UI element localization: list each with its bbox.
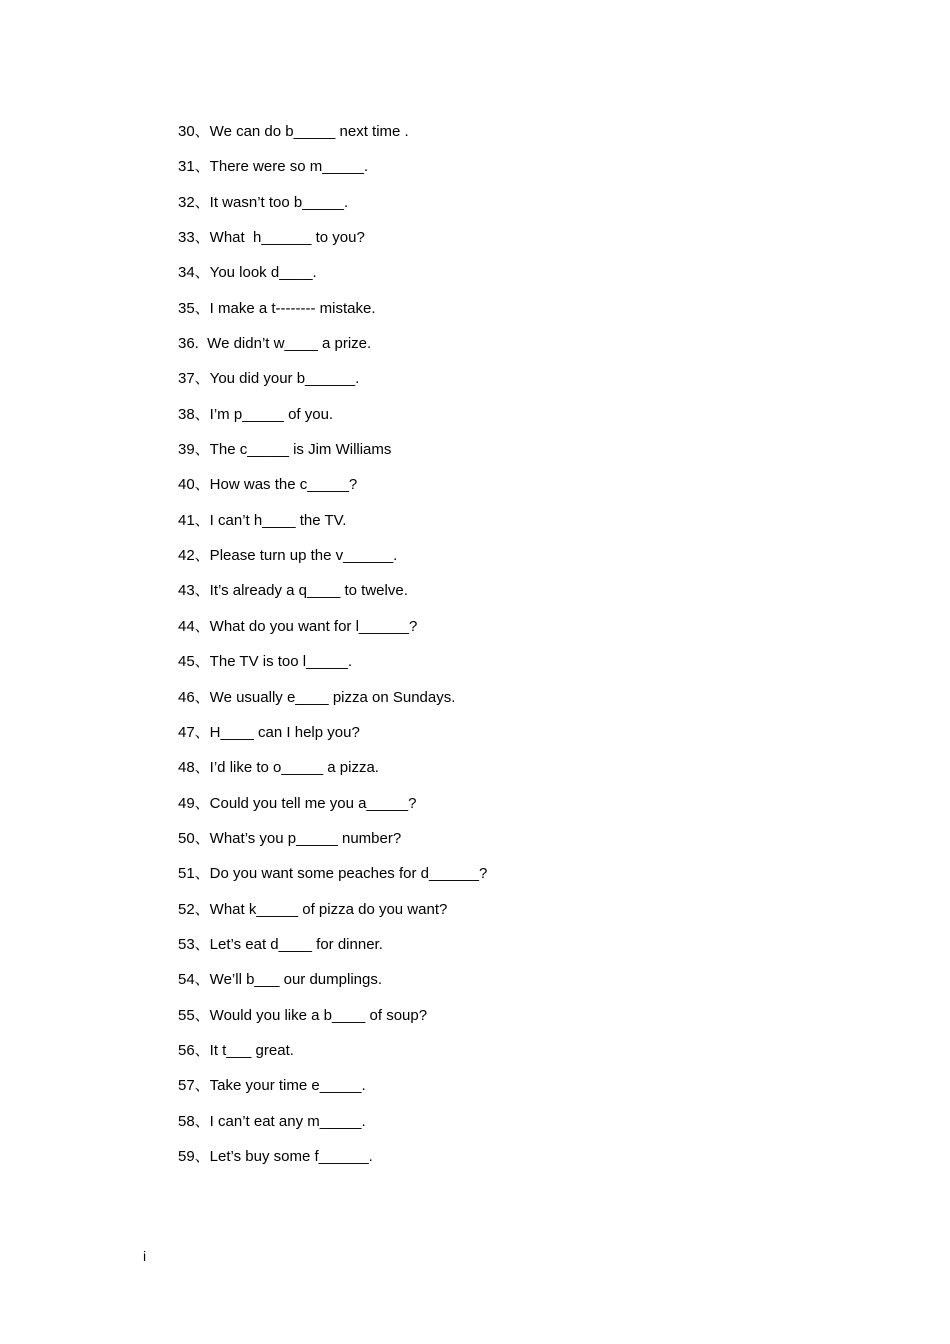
exercise-line: 53、Let’s eat d____ for dinner.	[178, 935, 383, 953]
exercise-line: 35、I make a t-------- mistake.	[178, 299, 376, 317]
exercise-line: 57、Take your time e_____.	[178, 1077, 366, 1095]
exercise-line: 31、There were so m_____.	[178, 158, 369, 176]
exercise-line: 36. We didn’t w____ a prize.	[178, 335, 372, 353]
exercise-line: 49、Could you tell me you a_____?	[178, 794, 417, 812]
exercise-list	[178, 122, 487, 1182]
exercise-line: 34、You look d____.	[178, 264, 317, 282]
exercise-line: 38、I’m p_____ of you.	[178, 405, 334, 423]
exercise-line: 55、Would you like a b____ of soup?	[178, 1006, 428, 1024]
exercise-line: 33、What h______ to you?	[178, 229, 365, 247]
exercise-line: 44、What do you want for l______?	[178, 617, 418, 635]
exercise-line: 56、It t___ great.	[178, 1041, 294, 1059]
exercise-line: 46、We usually e____ pizza on Sundays.	[178, 688, 456, 706]
footer-mark: i	[143, 1248, 147, 1264]
exercise-line: 37、You did your b______.	[178, 370, 360, 388]
exercise-line: 41、I can’t h____ the TV.	[178, 511, 347, 529]
exercise-line: 39、The c_____ is Jim Williams	[178, 441, 392, 459]
exercise-line: 54、We’ll b___ our dumplings.	[178, 971, 383, 989]
exercise-line: 42、Please turn up the v______.	[178, 547, 398, 565]
exercise-line: 59、Let’s buy some f______.	[178, 1147, 373, 1165]
exercise-line: 52、What k_____ of pizza do you want?	[178, 900, 448, 918]
exercise-line: 50、What’s you p_____ number?	[178, 829, 402, 847]
exercise-line: 48、I’d like to o_____ a pizza.	[178, 759, 379, 777]
exercise-line: 45、The TV is too l_____.	[178, 653, 352, 671]
exercise-line: 43、It’s already a q____ to twelve.	[178, 582, 408, 600]
exercise-line: 47、H____ can I help you?	[178, 723, 360, 741]
exercise-line: 32、It wasn’t too b_____.	[178, 193, 349, 211]
exercise-line: 40、How was the c_____?	[178, 476, 358, 494]
exercise-line: 58、I can’t eat any m_____.	[178, 1112, 366, 1130]
exercise-line: 30、We can do b_____ next time .	[178, 123, 409, 140]
exercise-line: 51、Do you want some peaches for d______?	[178, 865, 488, 883]
